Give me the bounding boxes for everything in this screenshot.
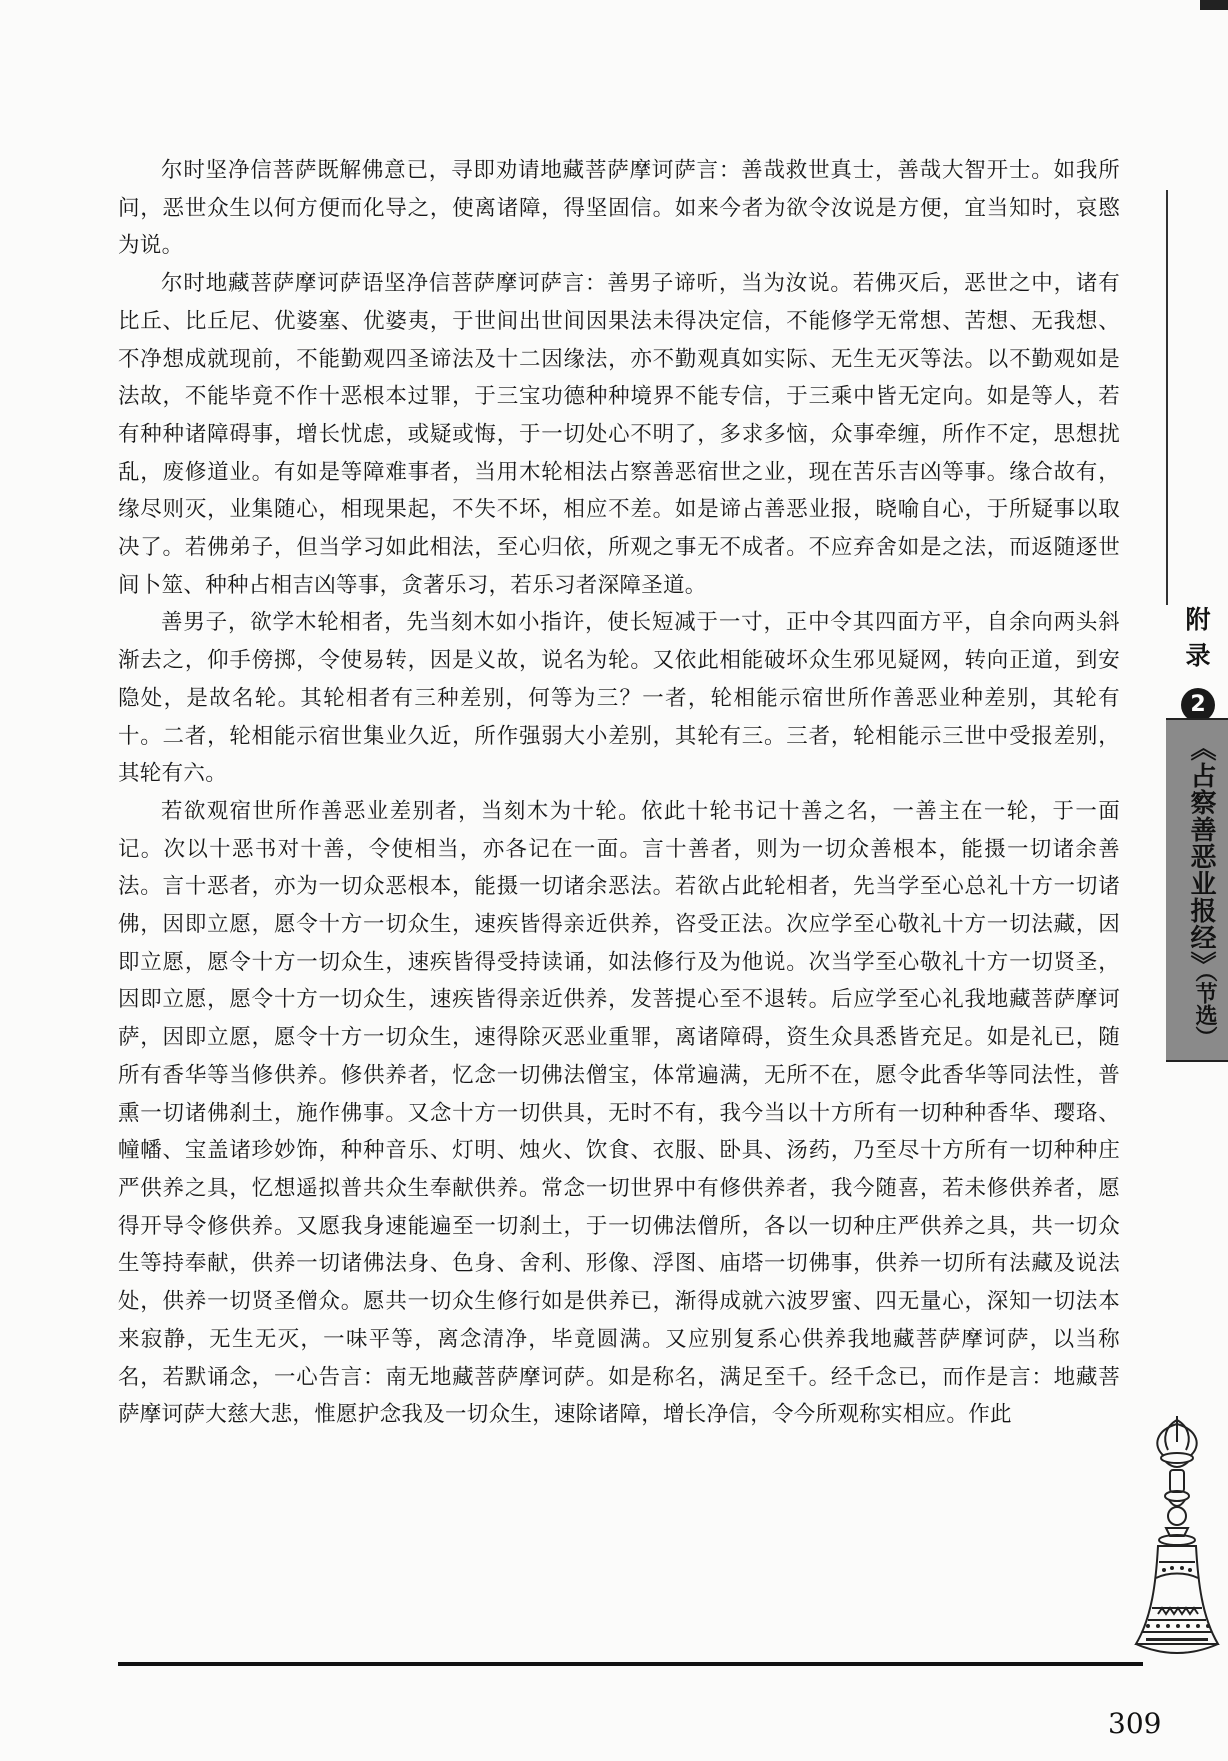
paragraph: 善男子，欲学木轮相者，先当刻木如小指许，使长短减于一寸，正中令其四面方平，自余向两头斜渐去之，仰手傍掷，令使易转，因是义故，说名为轮。又依此相能破坏众生邪见疑网，转向正道，到安隐处，是故名轮。其轮相者有三种差别，何等为三？一者，轮相能示宿世所作善恶业种差别，其轮有十。二者，轮相能示宿世集业久近，所作强弱大小差别，其轮有三。三者，轮相能示三世中受报差别，其轮有六。	[118, 610, 1120, 787]
sidetab-subtitle: （节选）	[1192, 960, 1217, 1048]
corner-mark	[1200, 0, 1228, 10]
paragraph: 尔时坚净信菩萨既解佛意已，寻即劝请地藏菩萨摩诃萨言：善哉救世真士，善哉大智开士。如我所问，恶世众生以何方便而化导之，使离诸障，得坚固信。如来今者为欲令汝说是方便，宜当知时，哀愍为说。	[118, 158, 1120, 259]
page-number: 309	[1108, 1707, 1162, 1740]
footer-rule	[118, 1662, 1143, 1666]
margin-rule	[1166, 190, 1168, 605]
paragraph: 若欲观宿世所作善恶业差别者，当刻木为十轮。依此十轮书记十善之名，一善主在一轮，于一面记。次以十恶书对十善，令使相当，亦各记在一面。言十善者，则为一切众善根本，能摄一切诸余善法。言十恶者，亦为一切众恶根本，能摄一切诸余恶法。若欲占此轮相者，先当学至心总礼十方一切诸佛，因即立愿，愿令十方一切众生，速疾皆得亲近供养，咨受正法。次应学至心敬礼十方一切法藏，因即立愿，愿令十方一切众生，速疾皆得受持读诵，如法修行及为他说。次当学至心敬礼十方一切贤圣，因即立愿，愿令十方一切众生，速疾皆得亲近供养，发菩提心至不退转。后应学至心礼我地藏菩萨摩诃萨，因即立愿，愿令十方一切众生，速得除灭恶业重罪，离诸障碍，资生众具悉皆充足。如是礼已，随所有香华等当修供养。修供养者，忆念一切佛法僧宝，体常遍满，无所不在，愿令此香华等同法性，普熏一切诸佛刹土，施作佛事。又念十方一切供具，无时不有，我今当以十方所有一切种种香华、璎珞、幢幡、宝盖诸珍妙饰，种种音乐、灯明、烛火、饮食、衣服、卧具、汤药，乃至尽十方所有一切种种庄严供养之具，忆想遥拟普共众生奉献供养。常念一切世界中有修供养者，我今随喜，若未修供养者，愿得开导令修供养。又愿我身速能遍至一切刹土，于一切佛法僧所，各以一切种庄严供养之具，共一切众生等持奉献，供养一切诸佛法身、色身、舍利、形像、浮图、庙塔一切佛事，供养一切所有法藏及说法处，供养一切贤圣僧众。愿共一切众生修行如是供养已，渐得成就六波罗蜜、四无量心，深知一切法本来寂静，无生无灭，一味平等，离念清净，毕竟圆满。又应别复系心供养我地藏菩萨摩诃萨，以当称名，若默诵念，一心告言：南无地藏菩萨摩诃萨。如是称名，满足至千。经千念已，而作是言：地藏菩萨摩诃萨大慈大悲，惟愿护念我及一切众生，速除诸障，增长净信，令今所观称实相应。作此	[118, 798, 1120, 1428]
body-text	[118, 152, 1120, 1434]
sidetab-title: 《占察善恶业报经》	[1186, 735, 1216, 978]
sidetab-bottom-rule	[1166, 1060, 1228, 1062]
paragraph: 尔时地藏菩萨摩诃萨语坚净信菩萨摩诃萨言：善男子谛听，当为汝说。若佛灭后，恶世之中，诸有比丘、比丘尼、优婆塞、优婆夷，于世间出世间因果法未得决定信，不能修学无常想、苦想、无我想、不净想成就现前，不能勤观四圣谛法及十二因缘法，亦不勤观真如实际、无生无灭等法。以不勤观如是法故，不能毕竟不作十恶根本过罪，于三宝功德种种境界不能专信，于三乘中皆无定向。如是等人，若有种种诸障碍事，增长忧虑，或疑或悔，于一切处心不明了，多求多恼，众事牵缠，所作不定，思想扰乱，废修道业。有如是等障难事者，当用木轮相法占察善恶宿世之业，现在苦乐吉凶等事。缘合故有，缘尽则灭，业集随心，相现果起，不失不坏，相应不差。如是谛占善恶业报，晓喻自心，于所疑事以取决了。若佛弟子，但当学习如此相法，至心归依，所观之事无不成者。不应弃舍如是之法，而返随逐世间卜筮、种种占相吉凶等事，贪著乐习，若乐习者深障圣道。	[118, 271, 1120, 598]
appendix-number-badge: 2	[1181, 688, 1215, 722]
vajra-bell-icon	[1128, 1412, 1226, 1680]
appendix-label: 附录	[1185, 605, 1211, 670]
